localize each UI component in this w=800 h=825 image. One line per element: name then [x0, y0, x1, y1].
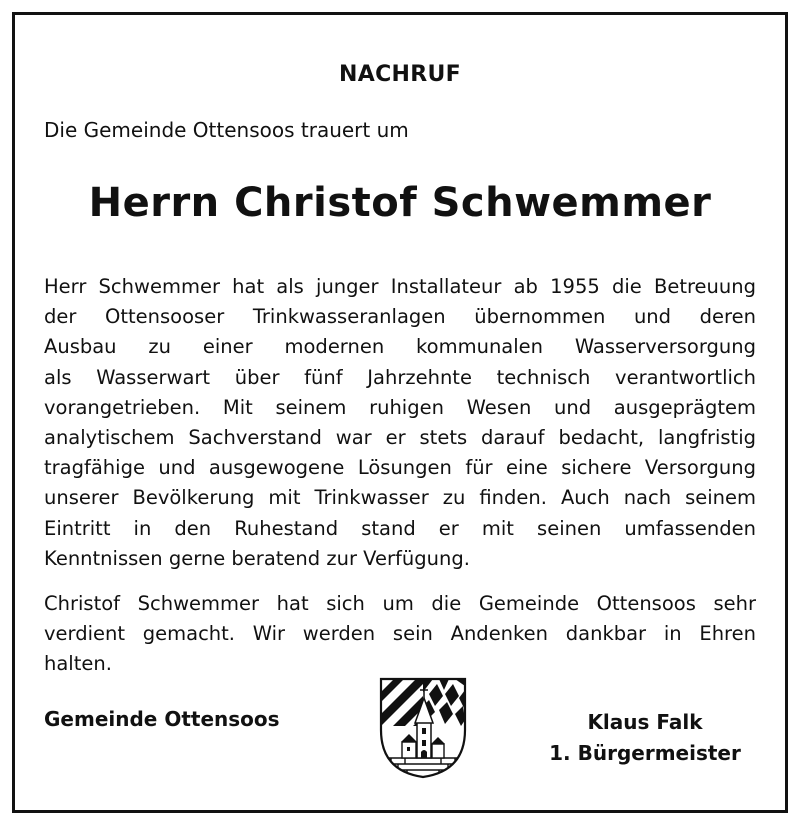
- text-line: Herr Schwemmer hat als junger Installateur ab 1955 die Betreuung: [44, 275, 756, 298]
- notice-heading: NACHRUF: [339, 62, 461, 87]
- signature-municipality: Gemeinde Ottensoos: [44, 707, 280, 731]
- text-line: Ausbau zu einer modernen kommunalen Wasserversorgung: [44, 335, 756, 359]
- text-line: analytischem Sachverstand war er stets darauf bedacht, langfristig: [44, 426, 756, 450]
- text-line: Christof Schwemmer hat sich um die Gemeinde Ottensoos sehr: [44, 592, 756, 615]
- text-line: Eintritt in den Ruhestand stand er mit seinen umfassenden: [44, 516, 756, 540]
- tribute-paragraph-1: [44, 272, 756, 574]
- coat-of-arms-icon: [377, 676, 469, 780]
- mayor-title: 1. Bürgermeister: [549, 741, 741, 765]
- text-line: halten.: [44, 652, 112, 676]
- intro-text: Die Gemeinde Ottensoos trauert um: [44, 118, 409, 142]
- deceased-name: Herrn Christof Schwemmer: [88, 180, 712, 226]
- text-line: als Wasserwart über fünf Jahrzehnte technisch verantwortlich: [44, 365, 756, 389]
- text-line: der Ottensooser Trinkwasseranlagen übernommen und deren: [44, 305, 756, 329]
- text-line: Kenntnissen gerne beratend zur Verfügung.: [44, 546, 470, 570]
- mayor-name: Klaus Falk: [587, 710, 703, 734]
- tribute-paragraph-2: [44, 589, 756, 680]
- text-line: tragfähige und ausgewogene Lösungen für eine sichere Versorgung: [44, 456, 756, 480]
- signature-mayor: [520, 707, 770, 769]
- text-line: verdient gemacht. Wir werden sein Andenken dankbar in Ehren: [44, 622, 756, 646]
- text-line: vorangetrieben. Mit seinem ruhigen Wesen und ausgeprägtem: [44, 395, 756, 419]
- text-line: unserer Bevölkerung mit Trinkwasser zu finden. Auch nach seinem: [44, 486, 756, 510]
